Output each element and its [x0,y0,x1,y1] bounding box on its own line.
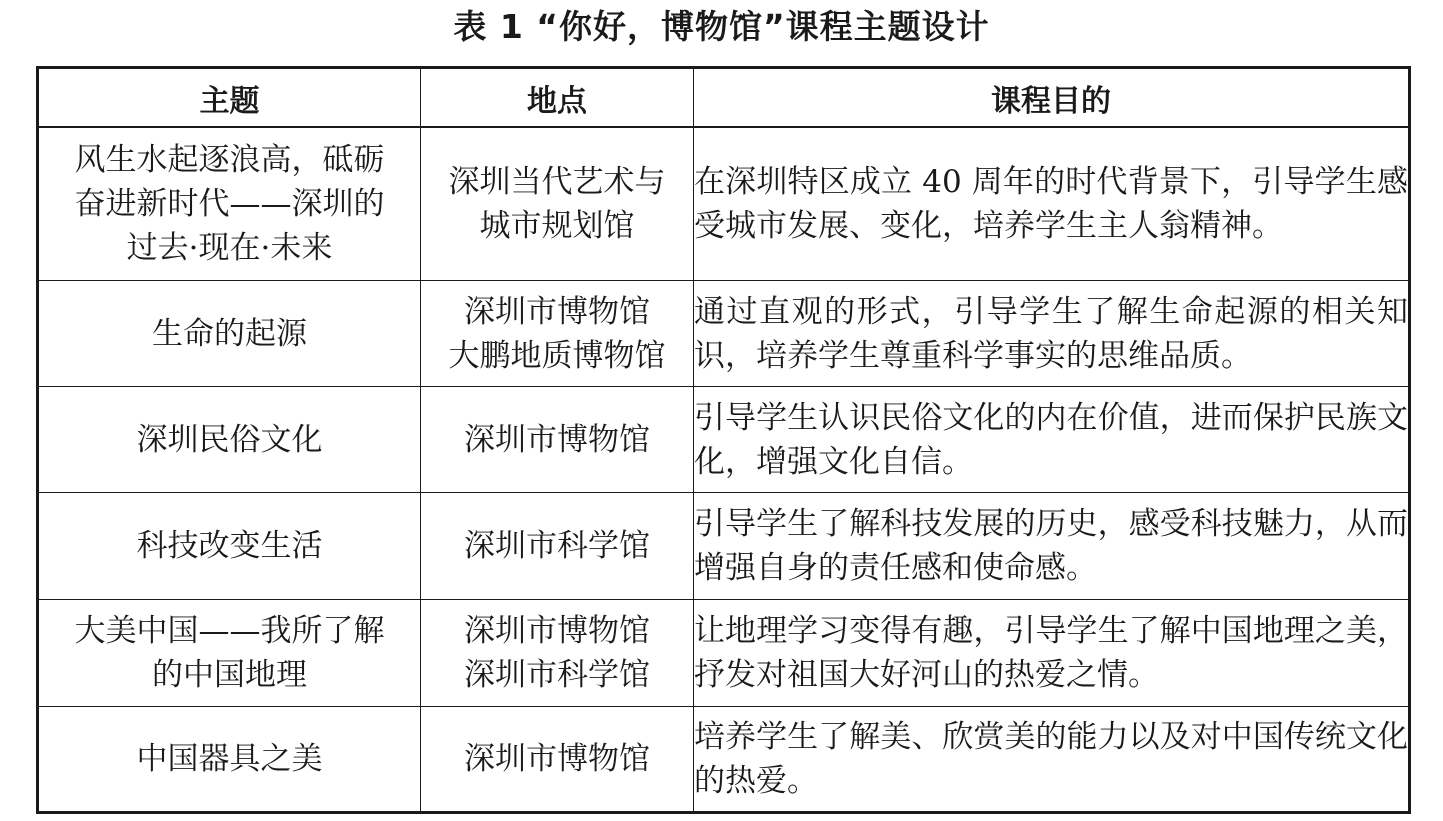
theme-cell [38,387,421,493]
theme-line: 大美中国——我所了解 [74,613,385,649]
table-row [38,600,1410,707]
table-row [38,493,1410,600]
course-theme-table [36,66,1411,814]
place-cell [421,600,694,707]
place-line: 大鹏地质博物馆 [448,337,666,374]
goal-cell [694,600,1410,707]
place-cell [421,707,694,813]
goal-text: 让地理学习变得有趣，引导学生了解中国地理之美，抒发对祖国大好河山的热爱之情。 [694,613,1408,693]
place-cell [421,387,694,493]
goal-cell [694,281,1410,387]
goal-text: 在深圳特区成立 40 周年的时代背景下，引导学生感受城市发展、变化，培养学生主人翁精神。 [694,164,1408,244]
header-goal: 课程目的 [694,68,1410,128]
theme-line: 中国器具之美 [136,741,323,777]
theme-line: 的中国地理 [152,657,307,693]
place-line: 深圳市博物馆 [464,293,650,330]
theme-cell [38,281,421,387]
goal-text: 引导学生了解科技发展的历史，感受科技魅力，从而增强自身的责任感和使命感。 [694,506,1408,586]
theme-line: 奋进新时代——深圳的 [74,186,385,222]
place-cell [421,493,694,600]
goal-cell [694,493,1410,600]
table-caption: 表 1 “你好，博物馆”课程主题设计 [453,7,990,46]
goal-cell [694,707,1410,813]
theme-line: 深圳民俗文化 [136,421,323,458]
place-cell [421,127,694,281]
theme-line: 生命的起源 [152,315,307,352]
goal-cell [694,127,1410,281]
theme-cell [38,600,421,707]
table-row [38,707,1410,813]
header-theme: 主题 [38,68,421,128]
place-line: 深圳当代艺术与 [448,164,666,200]
goal-cell [694,387,1410,493]
theme-cell [38,707,421,813]
theme-line: 风生水起逐浪高，砥砺 [74,142,385,178]
goal-text: 培养学生了解美、欣赏美的能力以及对中国传统文化的热爱。 [694,719,1408,799]
theme-line: 科技改变生活 [136,528,323,564]
header-place: 地点 [421,68,694,128]
theme-line: 过去·现在·未来 [126,230,333,266]
goal-text: 引导学生认识民俗文化的内在价值，进而保护民族文化，增强文化自信。 [694,399,1408,480]
place-line: 深圳市博物馆 [464,741,650,777]
table-header-row [38,68,1410,128]
place-line: 深圳市科学馆 [464,657,650,693]
table-row [38,387,1410,493]
table-row [38,281,1410,387]
place-line: 深圳市博物馆 [464,421,650,458]
place-cell [421,281,694,387]
theme-cell [38,493,421,600]
goal-text: 通过直观的形式，引导学生了解生命起源的相关知识，培养学生尊重科学事实的思维品质。 [694,293,1408,374]
place-line: 深圳市博物馆 [464,613,650,649]
theme-cell [38,127,421,281]
place-line: 城市规划馆 [479,208,635,244]
place-line: 深圳市科学馆 [464,528,650,564]
table-row [38,127,1410,281]
